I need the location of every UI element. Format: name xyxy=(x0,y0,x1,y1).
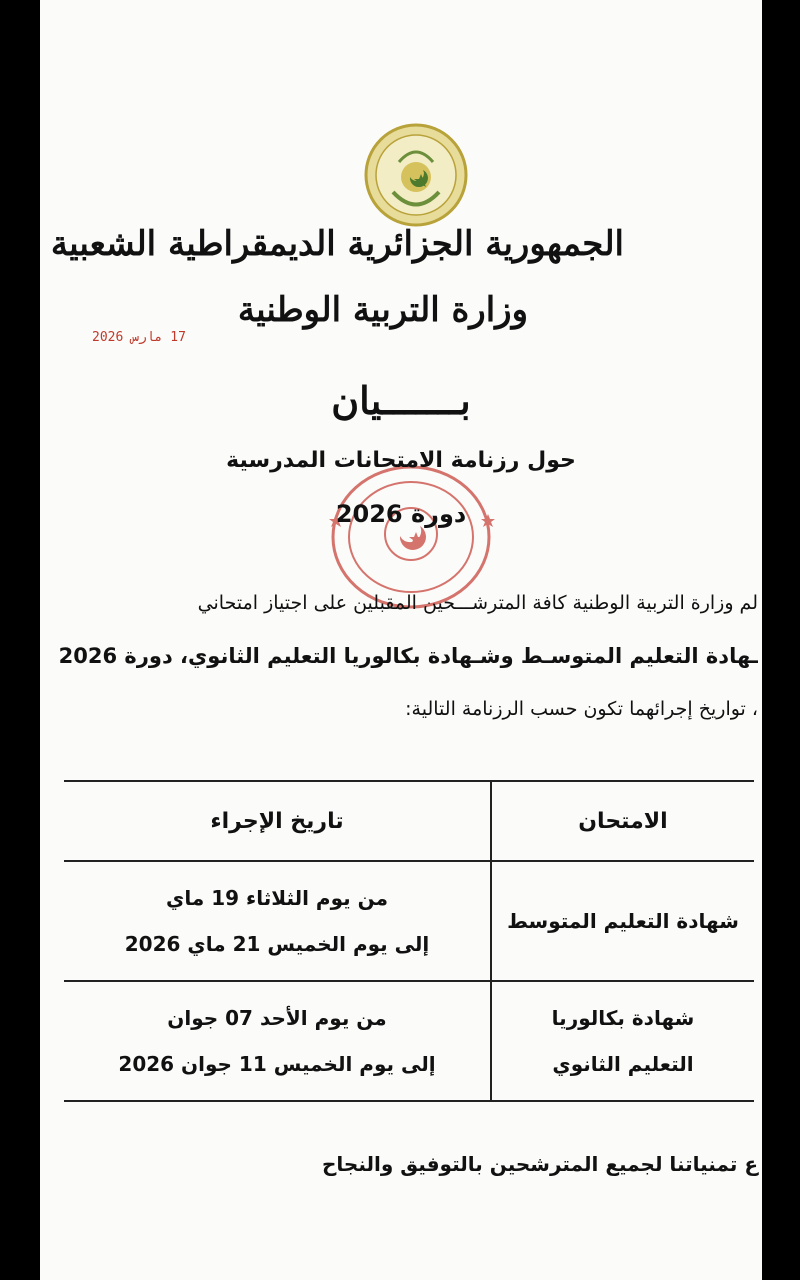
table-row xyxy=(64,861,754,981)
table-row xyxy=(64,981,754,1101)
date-cell xyxy=(64,981,491,1101)
ministry-name: وزارة التربية الوطنية xyxy=(237,290,528,330)
algeria-emblem-icon xyxy=(363,122,469,228)
date-end: إلى يوم الخميس 11 جوان 2026 xyxy=(118,1052,436,1076)
exam-schedule-table xyxy=(64,780,754,1102)
header-exam: الامتحان xyxy=(491,781,754,861)
date-start: من يوم الثلاثاء 19 ماي xyxy=(166,886,388,910)
date-start: من يوم الأحد 07 جوان xyxy=(167,1006,387,1030)
exam-cell xyxy=(491,861,754,981)
statement-title: بـــــــيان xyxy=(331,378,471,423)
paragraph-line-2: ـهادة التعليم المتوسـط وشـهادة بكالوريا التعليم الثانوي، دورة 2026 xyxy=(58,644,758,668)
stamp-date: 17 مارس 2026 xyxy=(92,330,186,345)
paragraph-line-3: ، تواريخ إجرائهما تكون حسب الرزنامة التالية: xyxy=(405,698,758,720)
date-cell xyxy=(64,861,491,981)
header-date: تاريخ الإجراء xyxy=(64,781,491,861)
exam-cell xyxy=(491,981,754,1101)
republic-name: الجمهورية الجزائرية الديمقراطية الشعبية xyxy=(50,224,624,264)
date-end: إلى يوم الخميس 21 ماي 2026 xyxy=(124,932,430,956)
exam-name-line: التعليم الثانوي xyxy=(552,1052,694,1076)
statement-subject: حول رزنامة الامتحانات المدرسية xyxy=(226,448,576,473)
paragraph-line-1: لم وزارة التربية الوطنية كافة المترشـــحين المقبلين على اجتياز امتحاني xyxy=(197,592,758,614)
exam-name-line: شهادة بكالوريا xyxy=(551,1006,695,1030)
table-header-row xyxy=(64,781,754,861)
closing-wishes: ع تمنياتنا لجميع المترشحين بالتوفيق والنجاح xyxy=(321,1152,758,1176)
official-seal-icon xyxy=(322,462,500,612)
document-page xyxy=(40,0,762,1280)
exam-name-line: شهادة التعليم المتوسط xyxy=(507,909,739,933)
statement-session: دورة 2026 xyxy=(335,500,467,528)
